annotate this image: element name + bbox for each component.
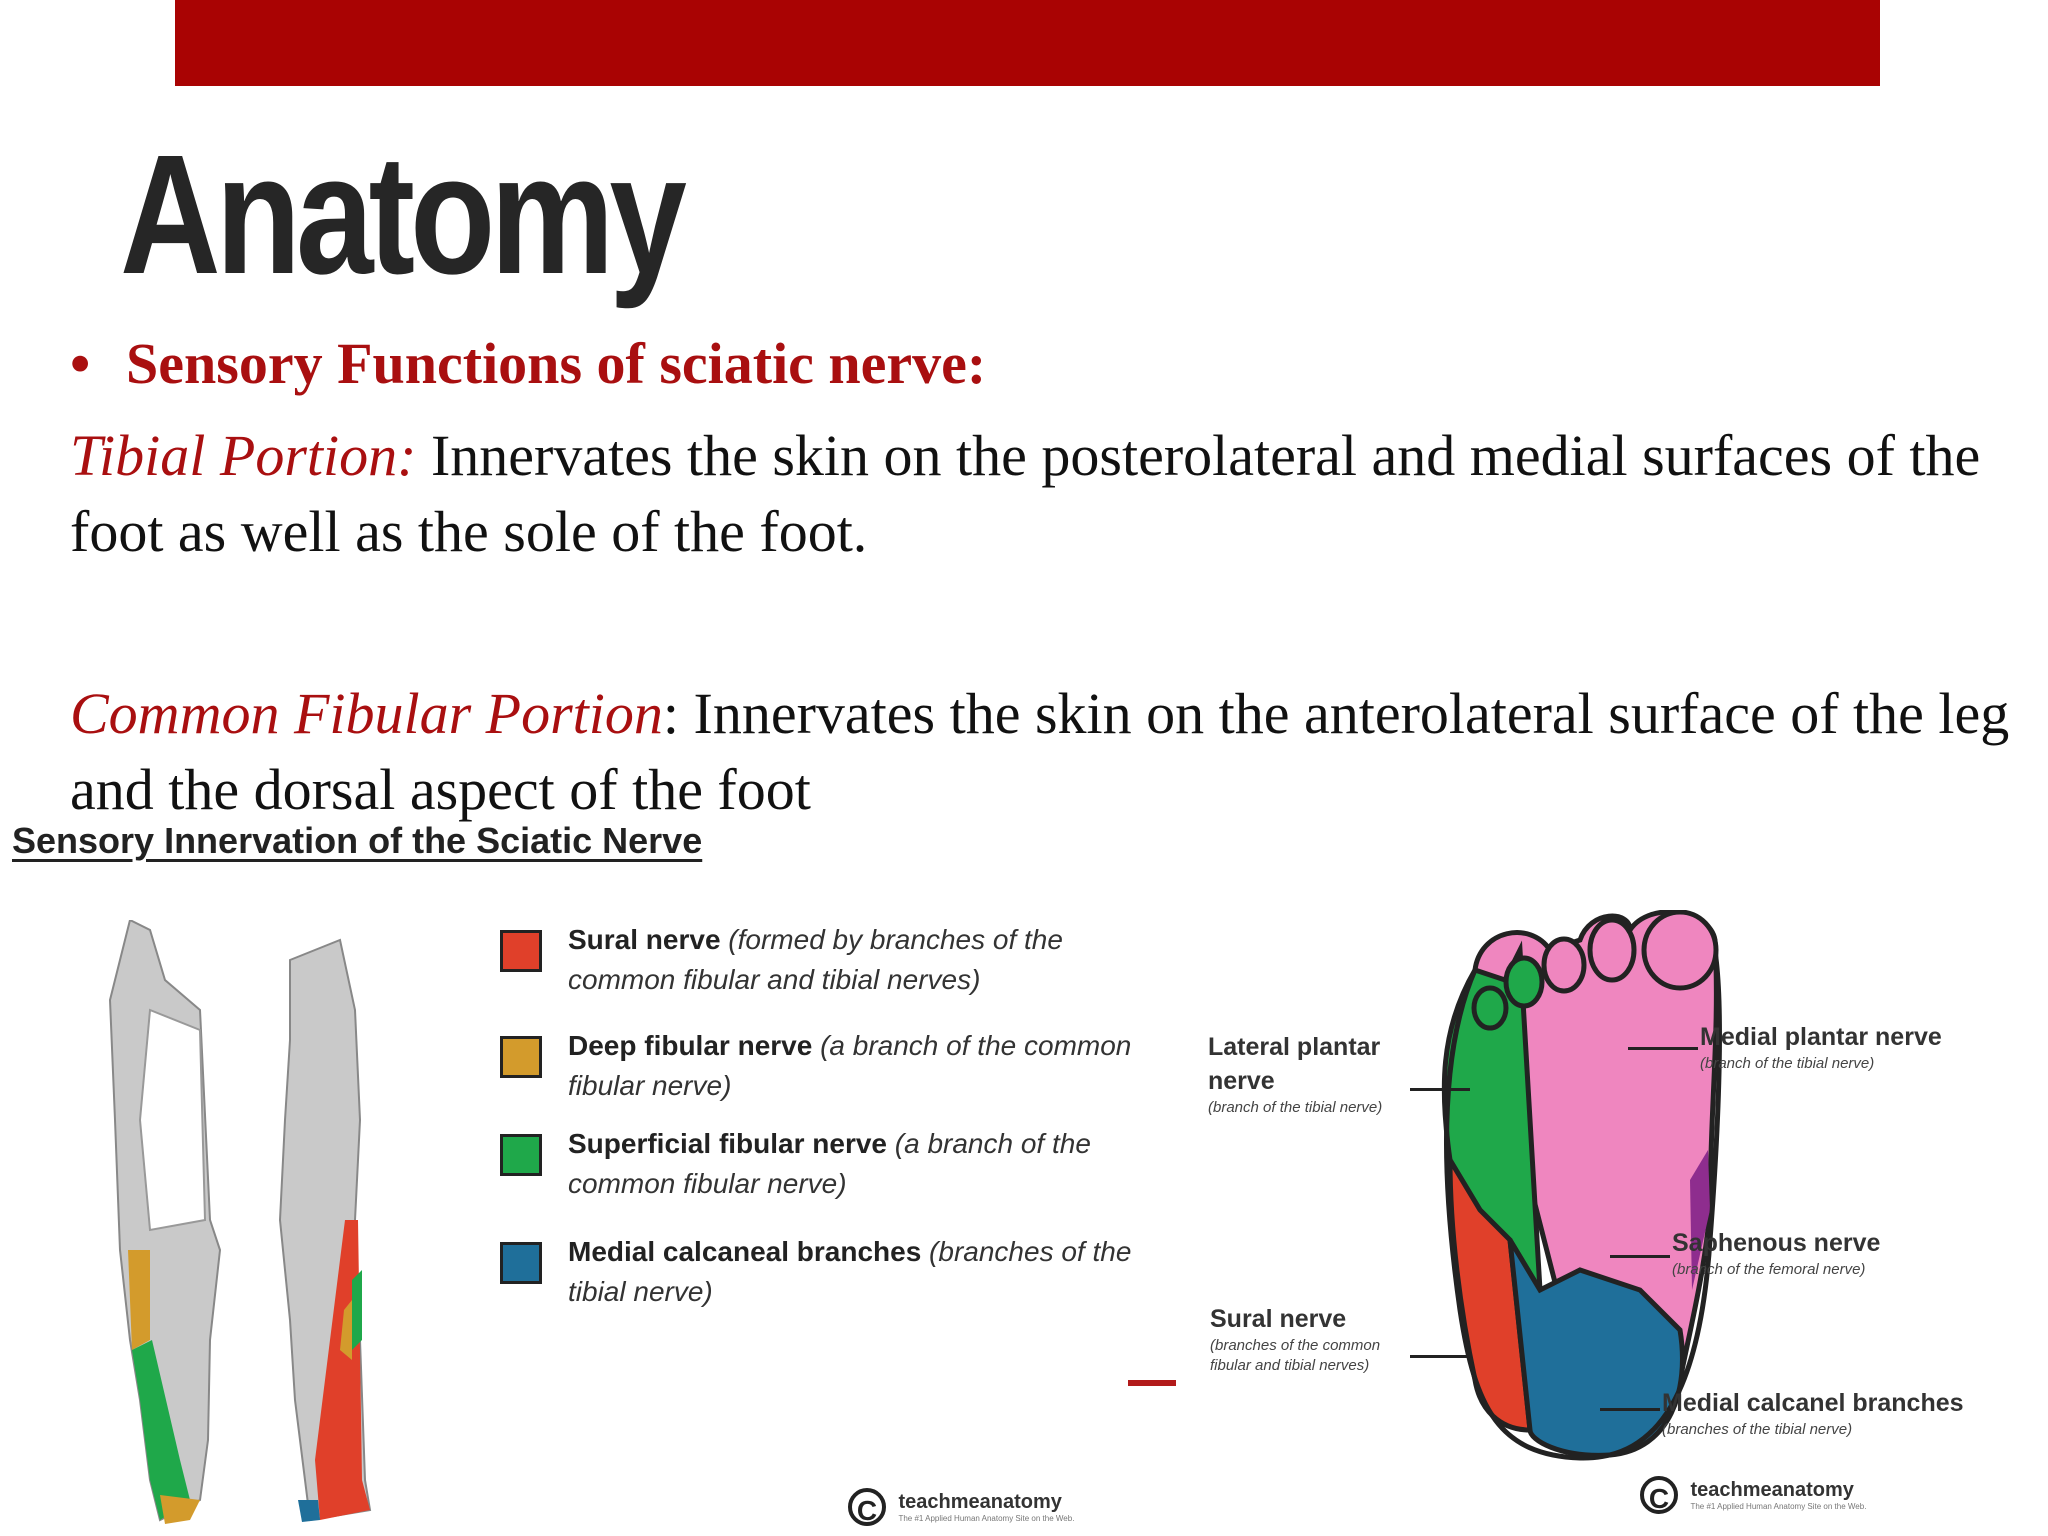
label-lateral-plantar-name: Lateral plantar nerve (1208, 1033, 1381, 1095)
leader-lateral-plantar (1410, 1088, 1470, 1091)
label-medial-calcanel-name: Medial calcanel branches (1662, 1389, 1964, 1417)
anterior-foot-tip (160, 1495, 200, 1524)
bullet-heading-text: Sensory Functions of sciatic nerve: (126, 331, 987, 396)
legend-detail-superficial-fibular: (a branch of the common fibular nerve) (568, 1128, 1091, 1199)
leader-lines (1400, 1040, 1700, 1440)
watermark-name-left: teachmeanatomy (898, 1491, 1062, 1513)
bullet-heading (70, 330, 986, 397)
legend-swatch-medial-calcaneal (500, 1242, 542, 1284)
legend-item-deep-fibular (500, 1026, 1140, 1106)
label-medial-calcanel (1662, 1386, 2002, 1440)
label-lateral-plantar-sub: (branch of the tibial nerve) (1208, 1099, 1383, 1116)
legend-swatch-deep-fibular (500, 1036, 542, 1078)
bullet-marker: • (70, 331, 91, 396)
fibular-paragraph (70, 676, 2020, 828)
watermark-tagline-left: The #1 Applied Human Anatomy Site on the Web. (898, 1514, 1075, 1523)
legend-name-medial-calcaneal: Medial calcaneal branches (568, 1236, 922, 1267)
sciatic-figure (0, 820, 2048, 1536)
legend-name-sural: Sural nerve (568, 924, 721, 955)
label-sural-sub: (branches of the common fibular and tibial nerves) (1210, 1337, 1381, 1374)
toe-4 (1506, 958, 1542, 1006)
legend-swatch-superficial-fibular (500, 1134, 542, 1176)
slide-title: Anatomy (120, 120, 682, 310)
label-medial-plantar-sub: (branch of the tibial nerve) (1700, 1055, 1875, 1072)
leg-illustrations (90, 920, 420, 1536)
legend-item-sural (500, 920, 1140, 1000)
label-medial-calcanel-sub: (branches of the tibial nerve) (1662, 1421, 1853, 1438)
label-saphenous (1672, 1226, 1972, 1280)
anterior-white-area (140, 1010, 205, 1230)
toe-5 (1474, 988, 1506, 1028)
tibial-lead: Tibial Portion: (70, 423, 417, 488)
label-sural (1210, 1302, 1410, 1376)
legend-item-medial-calcaneal (500, 1232, 1140, 1312)
legend-detail-sural: (formed by branches of the common fibular and tibial nerves) (568, 924, 1063, 995)
toe-2 (1590, 920, 1634, 980)
red-marker (1128, 1380, 1176, 1386)
leader-medial-calcanel (1600, 1408, 1660, 1411)
label-saphenous-sub: (branch of the femoral nerve) (1672, 1261, 1866, 1278)
legend-swatch-sural (500, 930, 542, 972)
legend-detail-deep-fibular: (a branch of the common fibular nerve) (568, 1030, 1132, 1101)
leader-sural (1410, 1355, 1470, 1358)
watermark-tagline-right: The #1 Applied Human Anatomy Site on the Web. (1690, 1502, 1867, 1511)
label-sural-name: Sural nerve (1210, 1305, 1347, 1333)
posterior-calcaneal (298, 1500, 320, 1522)
posterior-green (352, 1270, 362, 1350)
legend-detail-medial-calcaneal: (branches of the tibial nerve) (568, 1236, 1132, 1307)
fibular-text: : Innervates the skin on the anterolateral surface of the leg and the dorsal aspect of the foot (70, 681, 2010, 822)
big-toe (1644, 912, 1716, 988)
title-banner (175, 0, 1880, 86)
fibular-lead: Common Fibular Portion (70, 681, 663, 746)
label-lateral-plantar (1208, 1030, 1408, 1118)
legend-name-superficial-fibular: Superficial fibular nerve (568, 1128, 887, 1159)
figure-title: Sensory Innervation of the Sciatic Nerve (12, 820, 703, 861)
leader-saphenous (1610, 1255, 1670, 1258)
tibial-paragraph (70, 418, 2020, 570)
copyright-icon: C (1640, 1476, 1678, 1514)
watermark-left (848, 1488, 1074, 1526)
label-medial-plantar (1700, 1020, 2000, 1074)
legend-item-superficial-fibular (500, 1124, 1140, 1204)
watermark-right (1640, 1476, 1866, 1514)
tibial-text: Innervates the skin on the posterolateral and medial surfaces of the foot as well as the sole of the foot. (70, 423, 1981, 564)
copyright-icon: C (848, 1488, 886, 1526)
leader-medial-plantar (1628, 1047, 1698, 1050)
label-medial-plantar-name: Medial plantar nerve (1700, 1023, 1942, 1051)
toe-3 (1544, 939, 1584, 991)
label-saphenous-name: Saphenous nerve (1672, 1229, 1881, 1257)
watermark-name-right: teachmeanatomy (1690, 1479, 1854, 1501)
legend-name-deep-fibular: Deep fibular nerve (568, 1030, 813, 1061)
